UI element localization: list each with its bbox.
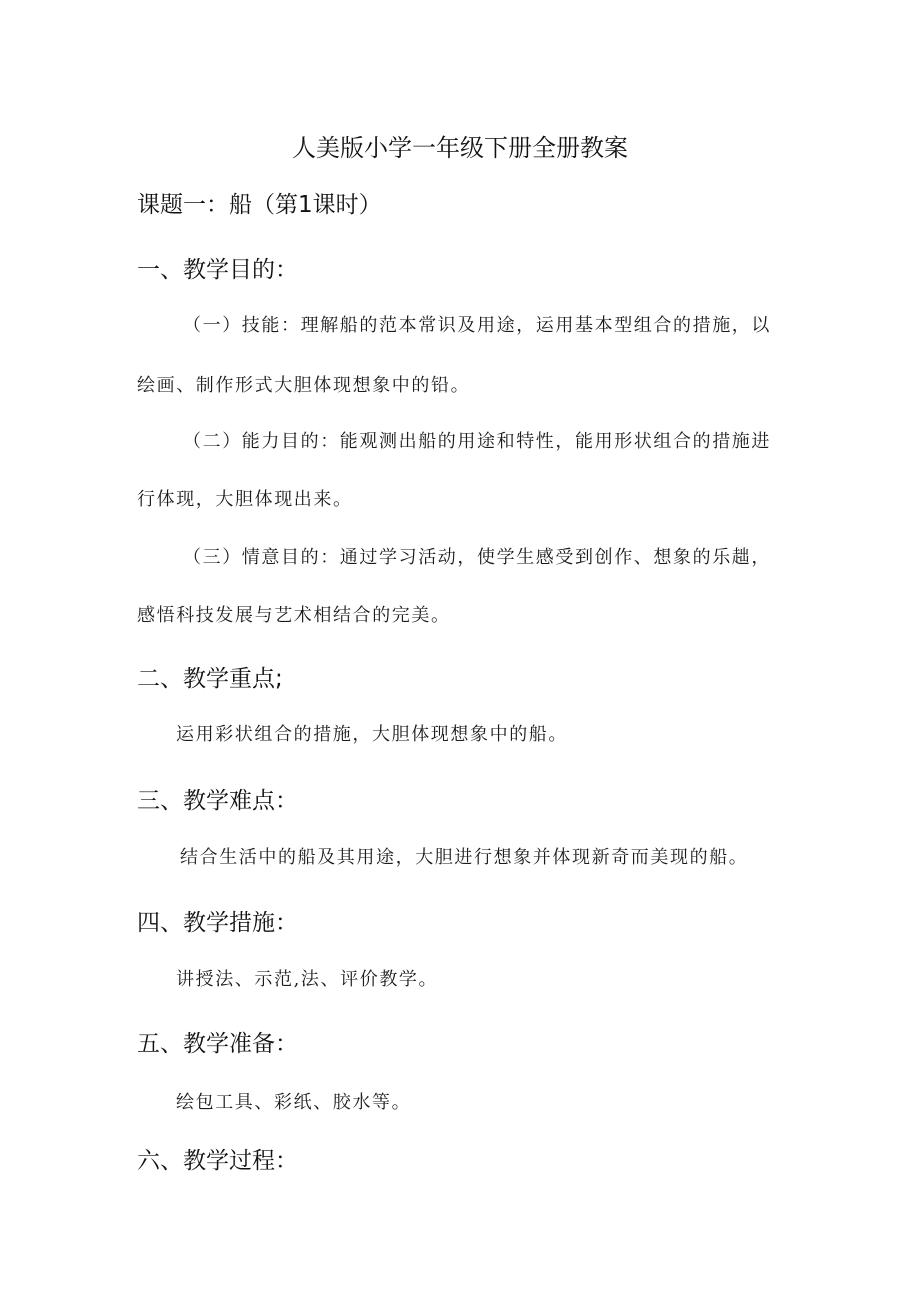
methods-text: 讲授法、示范,法、评价教学。 — [176, 969, 439, 990]
preparation-text: 绘包工具、彩纸、胶水等。 — [176, 1092, 412, 1113]
heading-teaching-goals: 一、教学目的： — [137, 257, 298, 283]
heading-difficulties: 三、教学难点： — [137, 788, 298, 814]
heading-teaching-methods: 四、教学措施： — [137, 910, 298, 936]
goal-skill-line-1: （一）技能：理解船的范本常识及用途，运用基本型组合的措施，以 — [183, 315, 771, 336]
goal-affective-line-1: （三）情意目的：通过学习活动，使学生感受到创作、想象的乐趉， — [183, 547, 771, 568]
difficulties-text: 结合生活中的船及其用途，大胆进行想象并体现新奇而美现的船。 — [180, 847, 749, 868]
goal-ability-line-1: （二）能力目的：能观测出船的用途和特性，能用形状组合的措施进 — [183, 431, 771, 452]
lesson-subject: 课题一：船（第1课时） — [137, 192, 382, 218]
heading-teaching-process: 六、教学过程： — [137, 1148, 298, 1174]
document-title: 人美版小学一年级下册全册教案 — [292, 134, 628, 162]
goal-affective-line-2: 感悟科技发展与艺术相结合的完美。 — [137, 605, 451, 626]
goal-skill-line-2: 绘画、制作形式大胆体现想象中的铅。 — [137, 375, 471, 396]
heading-preparation: 五、教学准备： — [137, 1031, 298, 1057]
goal-ability-line-2: 行体现，大胆体现出来。 — [137, 489, 353, 510]
key-points-text: 运用彩状组合的措施，大胆体现想象中的船。 — [176, 724, 568, 745]
heading-key-points: 二、教学重点; — [137, 666, 283, 692]
